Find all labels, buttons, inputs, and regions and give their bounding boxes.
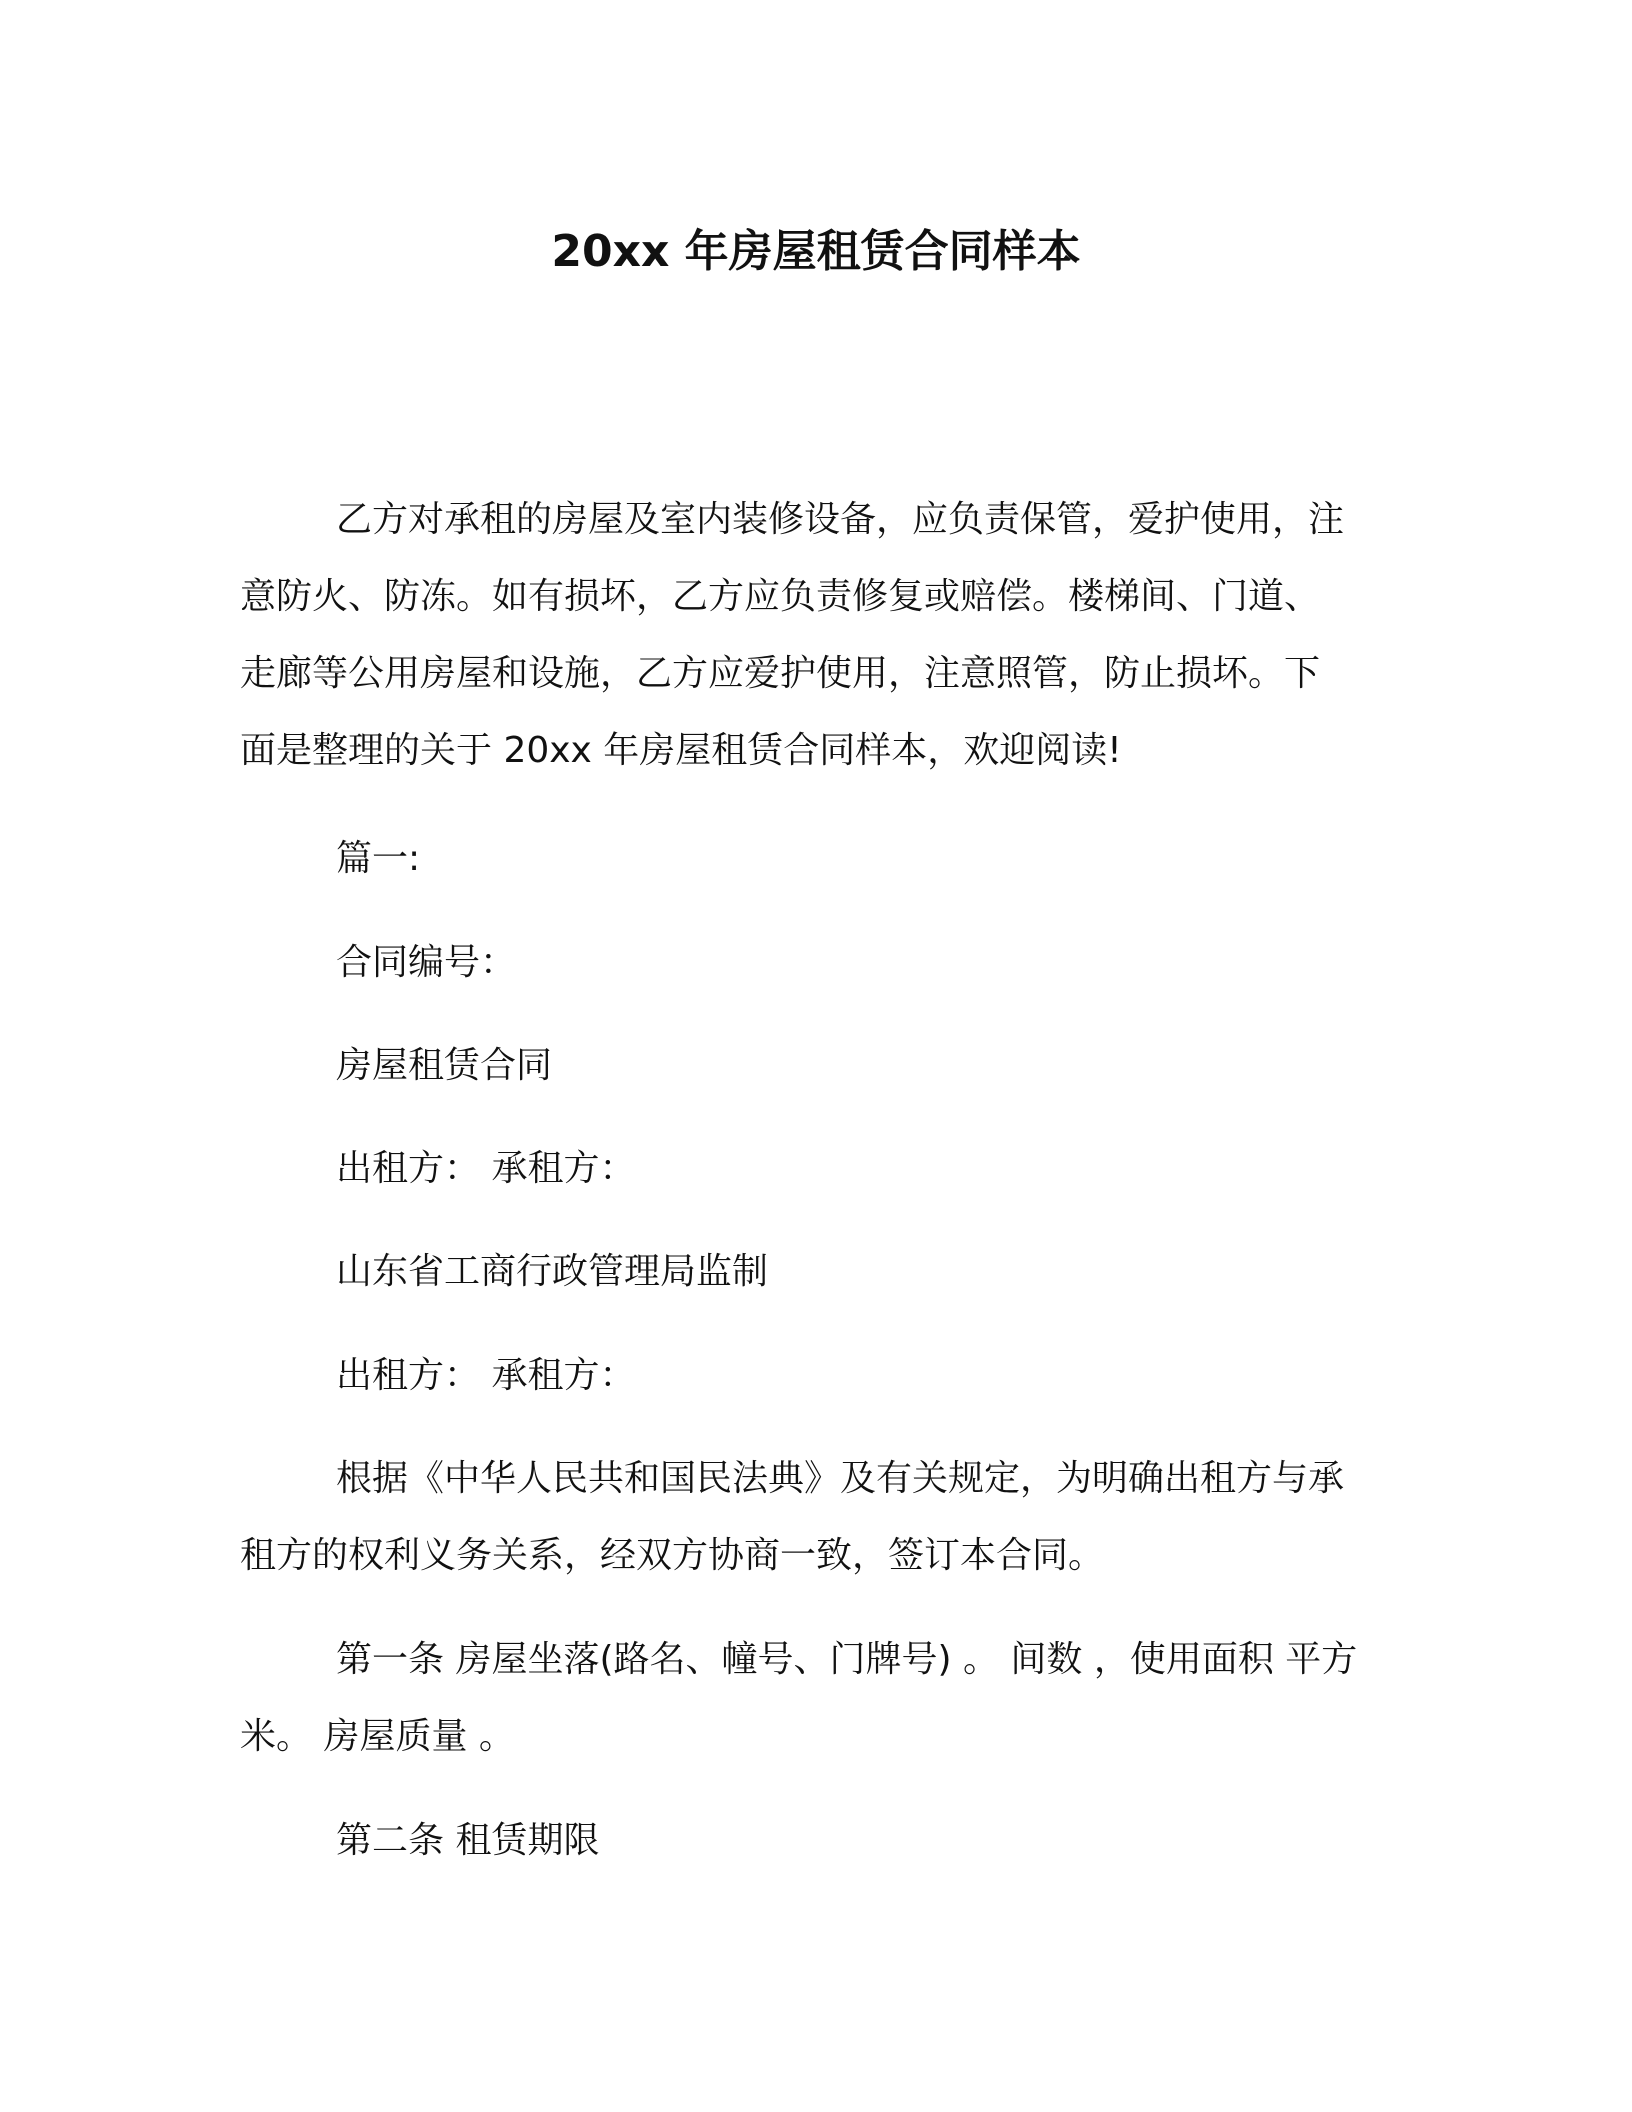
- basis-line: 租方的权利义务关系，经双方协商一致，签订本合同。: [240, 1535, 1105, 1576]
- parties-line-text: 出租方： 承租方：: [336, 1355, 636, 1396]
- parties-line: [240, 1130, 1380, 1207]
- section-label: [240, 820, 1380, 897]
- intro-line: 走廊等公用房屋和设施，乙方应爱护使用，注意照管，防止损坏。下: [240, 653, 1321, 694]
- article-2-text: 第二条 租赁期限: [336, 1820, 600, 1861]
- intro-paragraph: [240, 481, 1380, 789]
- basis-paragraph: [240, 1440, 1380, 1594]
- section-label-text: 篇一:: [336, 838, 421, 879]
- article-1-line: 第一条 房屋坐落(路名、幢号、门牌号) 。 间数 ，使用面积 平方: [336, 1639, 1358, 1680]
- parties-line-repeat: [240, 1337, 1380, 1414]
- article-1-line: 米。 房屋质量 。: [240, 1716, 515, 1757]
- intro-line: 乙方对承租的房屋及室内装修设备，应负责保管，爱护使用，注: [336, 499, 1345, 540]
- supervisor-line: [240, 1233, 1380, 1310]
- document-title: 20xx 年房屋租赁合同样本: [551, 226, 1081, 277]
- contract-number-label: 合同编号：: [336, 942, 517, 983]
- basis-line: 根据《中华人民共和国民法典》及有关规定，为明确出租方与承: [336, 1458, 1345, 1499]
- contract-number: [240, 924, 1380, 1001]
- intro-line: 意防火、防冻。如有损坏，乙方应负责修复或赔偿。楼梯间、门道、: [240, 576, 1321, 617]
- intro-line: 面是整理的关于 20xx 年房屋租赁合同样本，欢迎阅读!: [240, 730, 1122, 771]
- article-2-heading: [240, 1802, 1380, 1879]
- contract-name: [240, 1027, 1380, 1104]
- supervisor-text: 山东省工商行政管理局监制: [336, 1251, 769, 1292]
- parties-line-text: 出租方： 承租方：: [336, 1148, 636, 1189]
- contract-name-text: 房屋租赁合同: [336, 1045, 553, 1086]
- article-1-paragraph: [240, 1621, 1380, 1775]
